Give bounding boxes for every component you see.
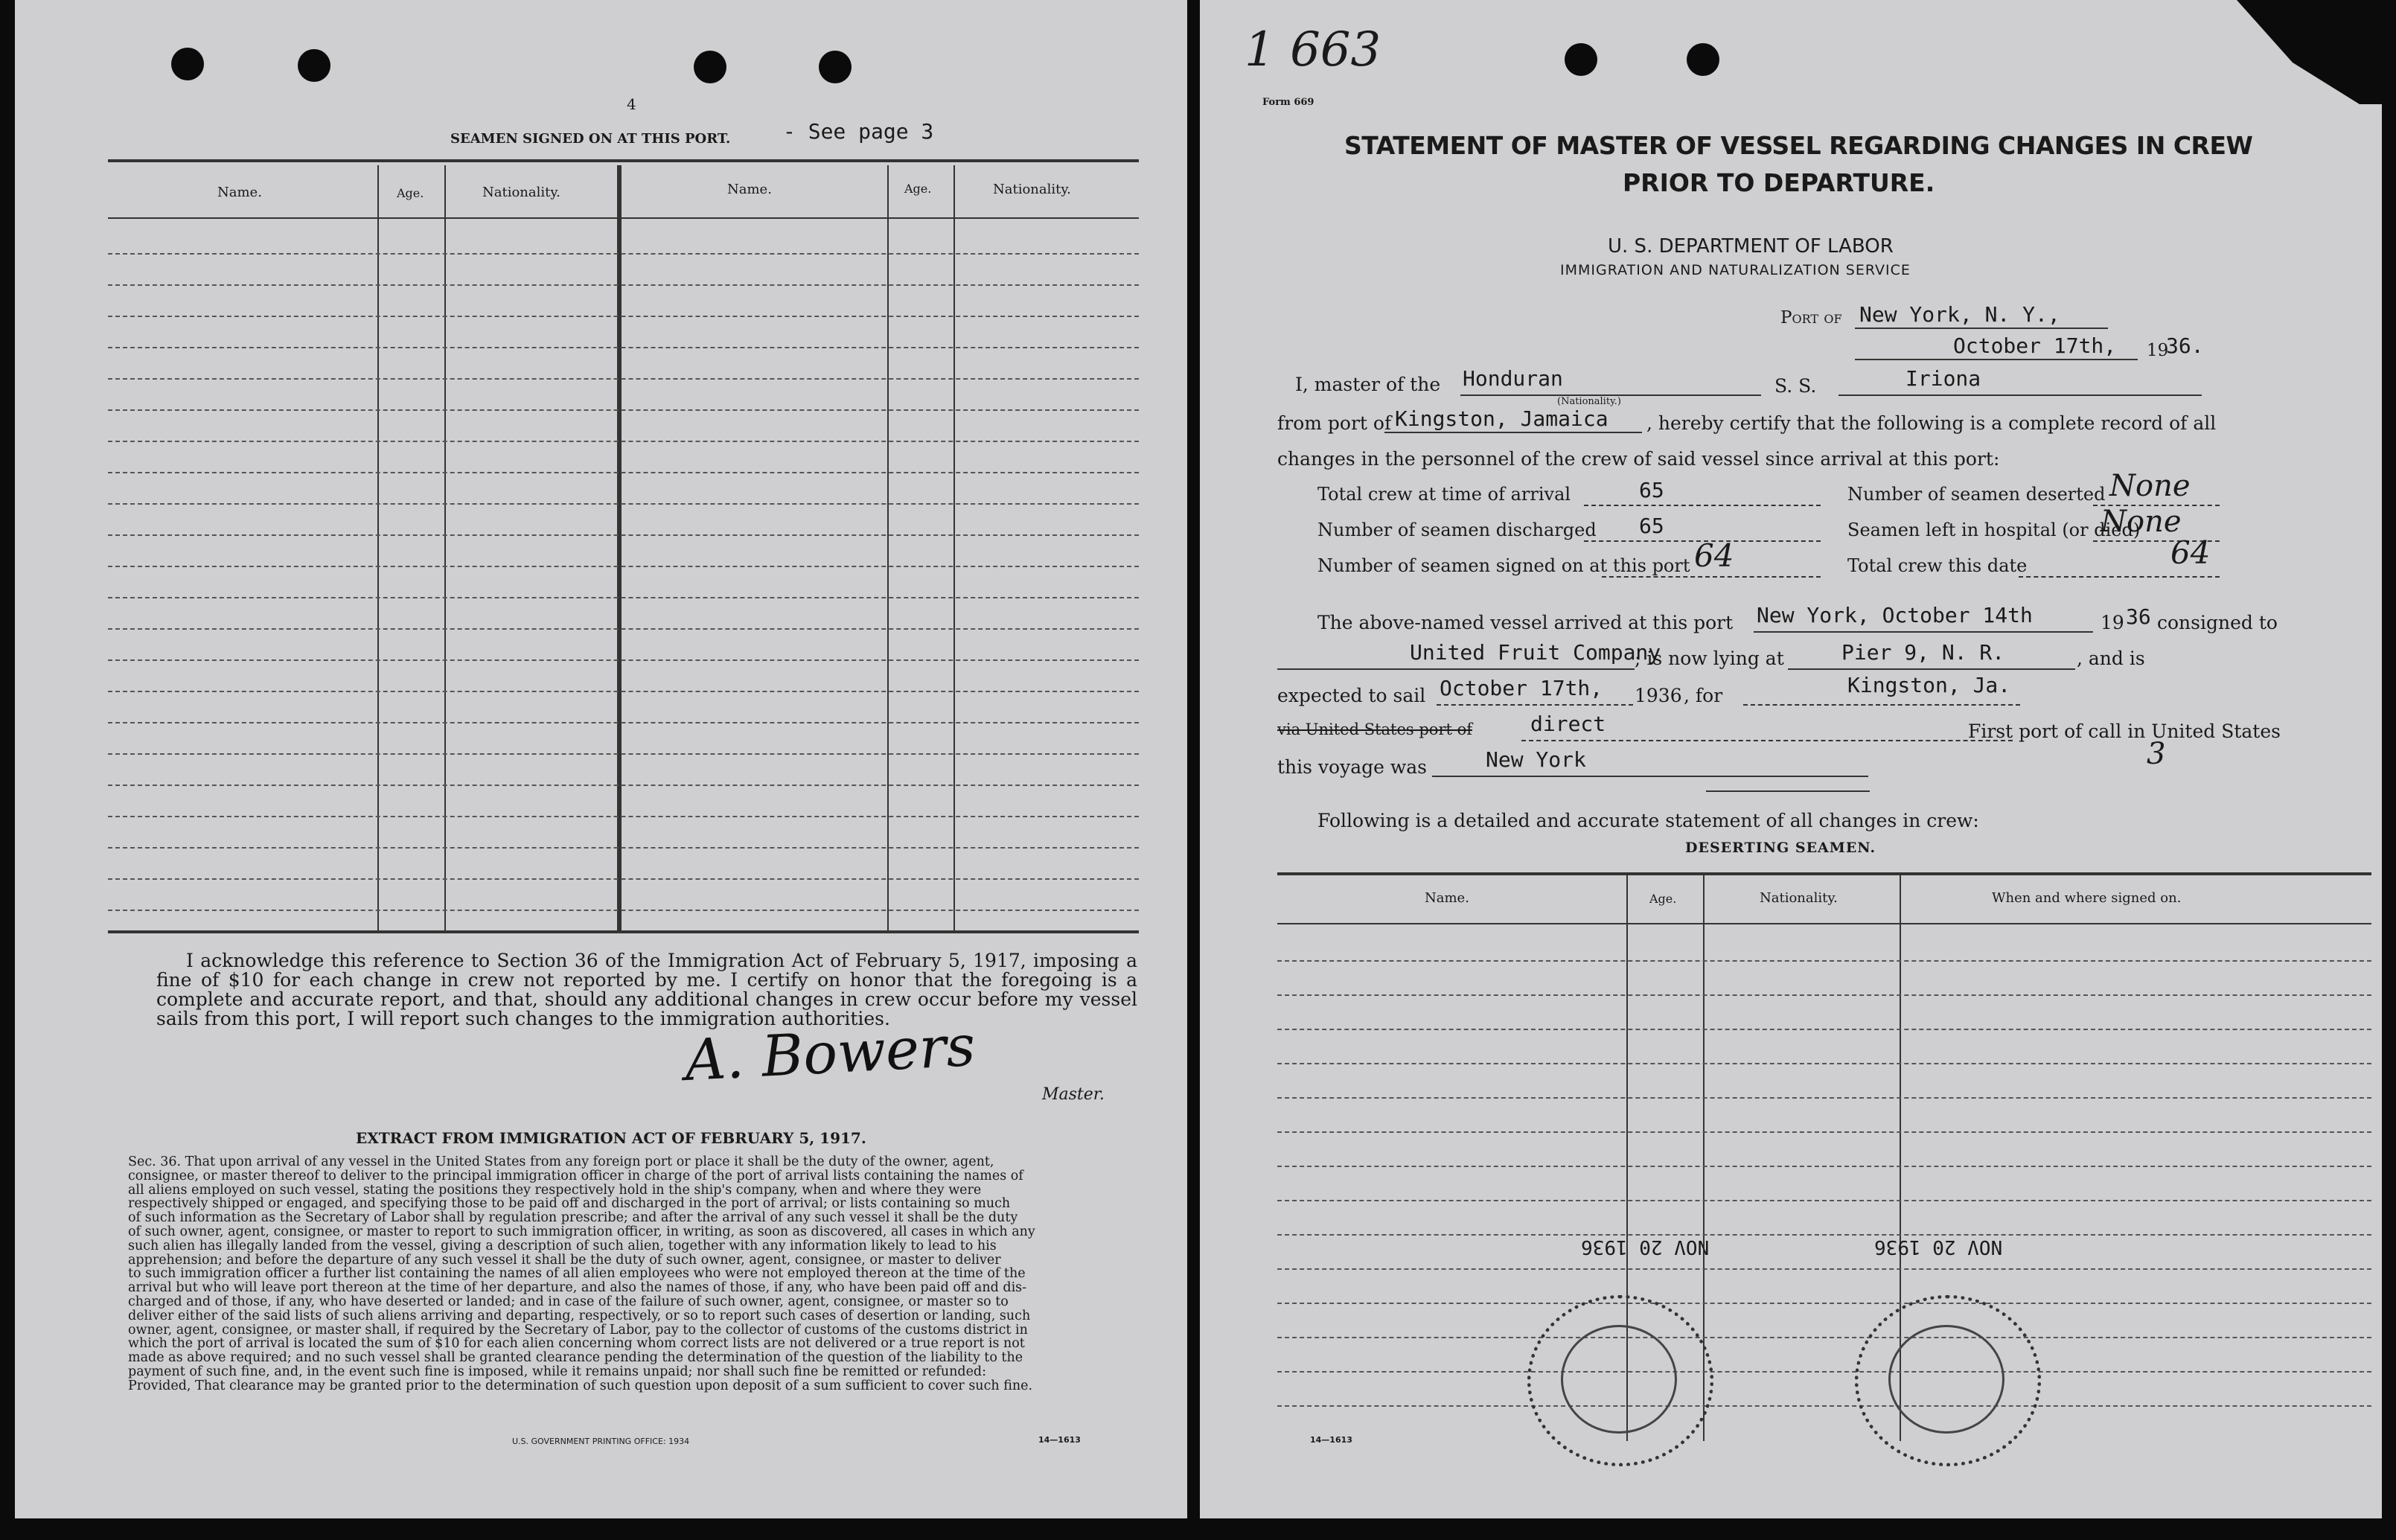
form-number: Form 669	[1262, 97, 1314, 108]
punch-hole	[171, 48, 204, 80]
col-header-nationality: Nationality.	[482, 185, 560, 200]
table-row	[108, 441, 1139, 442]
arrived-year: 36	[2126, 604, 2151, 629]
extract-line: to such immigration officer a further list containing the names of all alien employees who were not employed thereon at the time of the	[128, 1267, 1026, 1282]
arrived-label: The above-named vessel arrived at this port	[1317, 612, 1734, 633]
table-row	[1277, 1166, 2371, 1167]
table-row	[108, 472, 1139, 473]
date-value: October 17th,	[1953, 333, 2117, 358]
table-row	[108, 722, 1139, 723]
total-crew-label: Total crew at time of arrival	[1317, 484, 1571, 505]
margin-note: 3	[2147, 737, 2166, 771]
document-title-line2: PRIOR TO DEPARTURE.	[1623, 168, 1935, 197]
arrived-year-prefix: 19	[2101, 612, 2124, 633]
table-row	[108, 597, 1139, 598]
table-row	[108, 316, 1139, 317]
printer-imprint: U.S. GOVERNMENT PRINTING OFFICE: 1934	[512, 1437, 690, 1446]
table-row	[1277, 1131, 2371, 1133]
table-row	[1277, 1405, 2371, 1407]
ss-label: S. S.	[1774, 375, 1817, 397]
form-code: 14—1613	[1310, 1435, 1352, 1445]
ship-name: Iriona	[1905, 366, 1981, 391]
extract-line: of such information as the Secretary of Labor shall by regulation prescribe; and after the arrival of any such vessel it shall be the duty	[128, 1211, 1018, 1225]
deserting-table-top	[1277, 872, 2371, 875]
total-date-label: Total crew this date	[1847, 555, 2028, 576]
and-is-text: , and is	[2077, 648, 2145, 669]
table-row	[1277, 1234, 2371, 1236]
extract-body	[128, 1155, 1143, 1393]
ellis-island-seal-icon	[1527, 1295, 1713, 1466]
extract-title: EXTRACT FROM IMMIGRATION ACT OF FEBRUARY 5, 1917.	[356, 1129, 866, 1147]
extract-line: made as above required; and no such vessel shall be granted clearance pending the determination of the question of the liability to the	[128, 1351, 1023, 1365]
table-row	[108, 785, 1139, 786]
table-row	[108, 503, 1139, 505]
sail-value: October 17th,	[1440, 676, 1603, 700]
for-label: , for	[1684, 685, 1723, 706]
total-crew-underline	[1584, 484, 1821, 506]
table-row	[108, 628, 1139, 630]
hospital-label: Seamen left in hospital (or died)	[1847, 520, 2141, 540]
table-row	[1277, 960, 2371, 962]
extract-line: charged and of those, if any, who have deserted or landed; and in case of the failure of such owner, agent, consignee, or master so to	[128, 1294, 1009, 1309]
table-row	[1277, 1200, 2371, 1201]
torn-corner	[2159, 0, 2382, 104]
col-header-age: Age.	[397, 186, 424, 200]
voyage-value: New York	[1486, 747, 1586, 772]
col-header-nationality: Nationality.	[1760, 890, 1838, 906]
discharged-label: Number of seamen discharged	[1317, 520, 1597, 540]
total-crew-value: 65	[1639, 478, 1664, 502]
deserting-heading: DESERTING SEAMEN.	[1685, 840, 1876, 856]
arrived-value: New York, October 14th	[1757, 603, 2033, 627]
extract-line: of such owner, agent, consignee, or master to report to such immigration officer, in writing, as soon as discovered, all cases in which any	[128, 1224, 1035, 1239]
table-row	[108, 910, 1139, 911]
table-row	[108, 691, 1139, 692]
port-value: New York, N. Y.,	[1859, 302, 2060, 327]
seamen-signed-heading: SEAMEN SIGNED ON AT THIS PORT.	[450, 131, 731, 147]
ship-underline	[1838, 372, 2202, 396]
col-header-nationality: Nationality.	[993, 182, 1071, 197]
received-date-stamp: NOV 20 1936	[1874, 1236, 2003, 1258]
col-header-name: Name.	[727, 182, 772, 197]
extract-line: Provided, That clearance may be granted prior to the determination of such question upon deposit of a sum sufficient to cover such fine.	[128, 1378, 1033, 1393]
extract-line: which the port of arrival is located the sum of $10 for each alien concerning whom correct lists are not delivered or a true report is not	[128, 1337, 1025, 1352]
first-port-label: First port of call in United States	[1968, 721, 2281, 742]
ellis-island-seal-icon	[1855, 1295, 2041, 1466]
table-row	[108, 378, 1139, 380]
table-row	[1277, 1371, 2371, 1373]
punch-hole	[1565, 43, 1597, 76]
deserted-value: None	[2109, 469, 2191, 503]
table-row	[108, 347, 1139, 348]
consignee-value: United Fruit Company	[1410, 640, 1661, 665]
punch-hole	[819, 51, 852, 83]
extract-line: arrival but who will leave port thereon at the time of her departure, and also the names of those, if any, who have been paid off and dis-	[128, 1281, 1027, 1295]
port-label: Port of	[1780, 308, 1842, 328]
table-row	[1277, 1063, 2371, 1064]
extract-line: owner, agent, consignee, or master shall, if required by the Secretary of Labor, pay to the collector of customs of the customs district in	[128, 1323, 1028, 1338]
consigned-label: consigned to	[2157, 612, 2278, 633]
total-date-value: 64	[2170, 534, 2211, 571]
deserted-label: Number of seamen deserted	[1847, 484, 2106, 505]
nationality-caption: (Nationality.)	[1557, 396, 1621, 407]
year-prefix: 19	[2147, 341, 2169, 360]
table-row	[108, 659, 1139, 661]
short-rule	[1706, 790, 1870, 792]
deserting-header-rule	[1277, 923, 2371, 924]
extract-line: such alien has illegally landed from the vessel, giving a description of such alien, together with any information likely to lead to his	[128, 1239, 997, 1253]
via-value: direct	[1530, 712, 1606, 736]
right-page	[1200, 0, 2382, 1518]
col-header-signed-on: When and where signed on.	[1992, 890, 2182, 906]
voyage-label: this voyage was	[1277, 756, 1428, 778]
extract-line: payment of such fine, and, in the event such fine is imposed, while it remains unpaid; nor shall such fine be remitted or refunded:	[128, 1364, 987, 1379]
table-row	[108, 847, 1139, 849]
col-header-name: Name.	[1425, 890, 1469, 906]
table-bottom-rule	[108, 930, 1139, 933]
see-page-note: - See page 3	[783, 119, 934, 144]
table-row	[1277, 1029, 2371, 1030]
table-row	[108, 878, 1139, 880]
document-title: STATEMENT OF MASTER OF VESSEL REGARDING CHANGES IN CREW	[1344, 131, 2253, 160]
following-text: Following is a detailed and accurate statement of all changes in crew:	[1317, 810, 1979, 831]
acknowledgment-text: I acknowledge this reference to Section 36 of the Immigration Act of February 5, 1917, imposing a fine of $10 for each change in crew not reported by me. I certify on honor that the foregoing is a complete and accurate report, and that, should any additional changes in crew occur before my vessel sails from this port, I will report such changes to the immigration authorities.	[156, 950, 1137, 1029]
lying-value: Pier 9, N. R.	[1841, 640, 2005, 665]
master-of-label: I, master of the	[1295, 374, 1441, 395]
via-label: via United States port of	[1277, 721, 1473, 738]
table-row	[108, 284, 1139, 286]
punch-hole	[1687, 43, 1719, 76]
left-page	[15, 0, 1187, 1518]
service: IMMIGRATION AND NATURALIZATION SERVICE	[1560, 262, 1911, 278]
master-label: Master.	[1042, 1085, 1105, 1104]
master-signature: A. Bowers	[683, 1012, 977, 1094]
nationality-value: Honduran	[1463, 366, 1563, 391]
department: U. S. DEPARTMENT OF LABOR	[1608, 235, 1894, 258]
extract-line: respectively shipped or engaged, and specifying those to be paid off and discharged in the port of arrival; or lists containing so much	[128, 1197, 1011, 1212]
discharged-value: 65	[1639, 514, 1664, 538]
table-header-rule	[108, 217, 1139, 219]
table-row	[1277, 1337, 2371, 1338]
table-top-rule	[108, 159, 1139, 162]
col-header-age: Age.	[1649, 892, 1677, 906]
table-row	[108, 816, 1139, 817]
extract-line: all aliens employed on such vessel, stating the positions they respectively hold in the ship's company, when and where they were	[128, 1183, 982, 1198]
changes-text: changes in the personnel of the crew of said vessel since arrival at this port:	[1277, 448, 2000, 470]
signed-label: Number of seamen signed on at this port	[1317, 555, 1690, 576]
col-header-age: Age.	[904, 182, 932, 196]
extract-line: consignee, or master thereof to deliver to the principal immigration officer in charge of the port of arrival lists containing the names of	[128, 1169, 1023, 1183]
hospital-value: None	[2101, 505, 2182, 539]
table-row	[1277, 1268, 2371, 1270]
page-number: 4	[627, 95, 636, 113]
certify-text: , hereby certify that the following is a complete record of all	[1646, 412, 2217, 434]
table-row	[108, 409, 1139, 411]
table-row	[1277, 1303, 2371, 1304]
from-port-value: Kingston, Jamaica	[1395, 406, 1608, 431]
lying-label: ; is now lying at	[1635, 648, 1784, 669]
table-row	[108, 753, 1139, 755]
received-date-stamp: NOV 20 1936	[1581, 1236, 1710, 1258]
table-row	[108, 534, 1139, 536]
from-port-label: from port of	[1277, 412, 1392, 434]
punch-hole	[694, 51, 726, 83]
extract-line: deliver either of the said lists of such aliens arriving and departing, respectively, or so to report such cases of desertion or landing, such	[128, 1309, 1031, 1323]
table-row	[1277, 994, 2371, 996]
extract-line: Sec. 36. That upon arrival of any vessel in the United States from any foreign port or place it shall be the duty of the owner, agent,	[128, 1155, 994, 1169]
table-row	[108, 253, 1139, 255]
sail-label: expected to sail	[1277, 685, 1426, 706]
for-value: Kingston, Ja.	[1847, 673, 2011, 697]
col-header-name: Name.	[217, 185, 262, 200]
table-row	[1277, 1097, 2371, 1099]
extract-line: apprehension; and before the departure of any such vessel it shall be the duty of such owner, agent, consignee, or master to deliver	[128, 1253, 1001, 1268]
signed-value: 64	[1694, 537, 1734, 574]
form-code: 14—1613	[1038, 1435, 1081, 1445]
year-value: 36.	[2166, 333, 2204, 358]
handwritten-file-number: 1 663	[1245, 22, 1381, 77]
punch-hole	[298, 49, 330, 82]
sail-year: 1936	[1635, 685, 1682, 706]
table-row	[108, 566, 1139, 567]
